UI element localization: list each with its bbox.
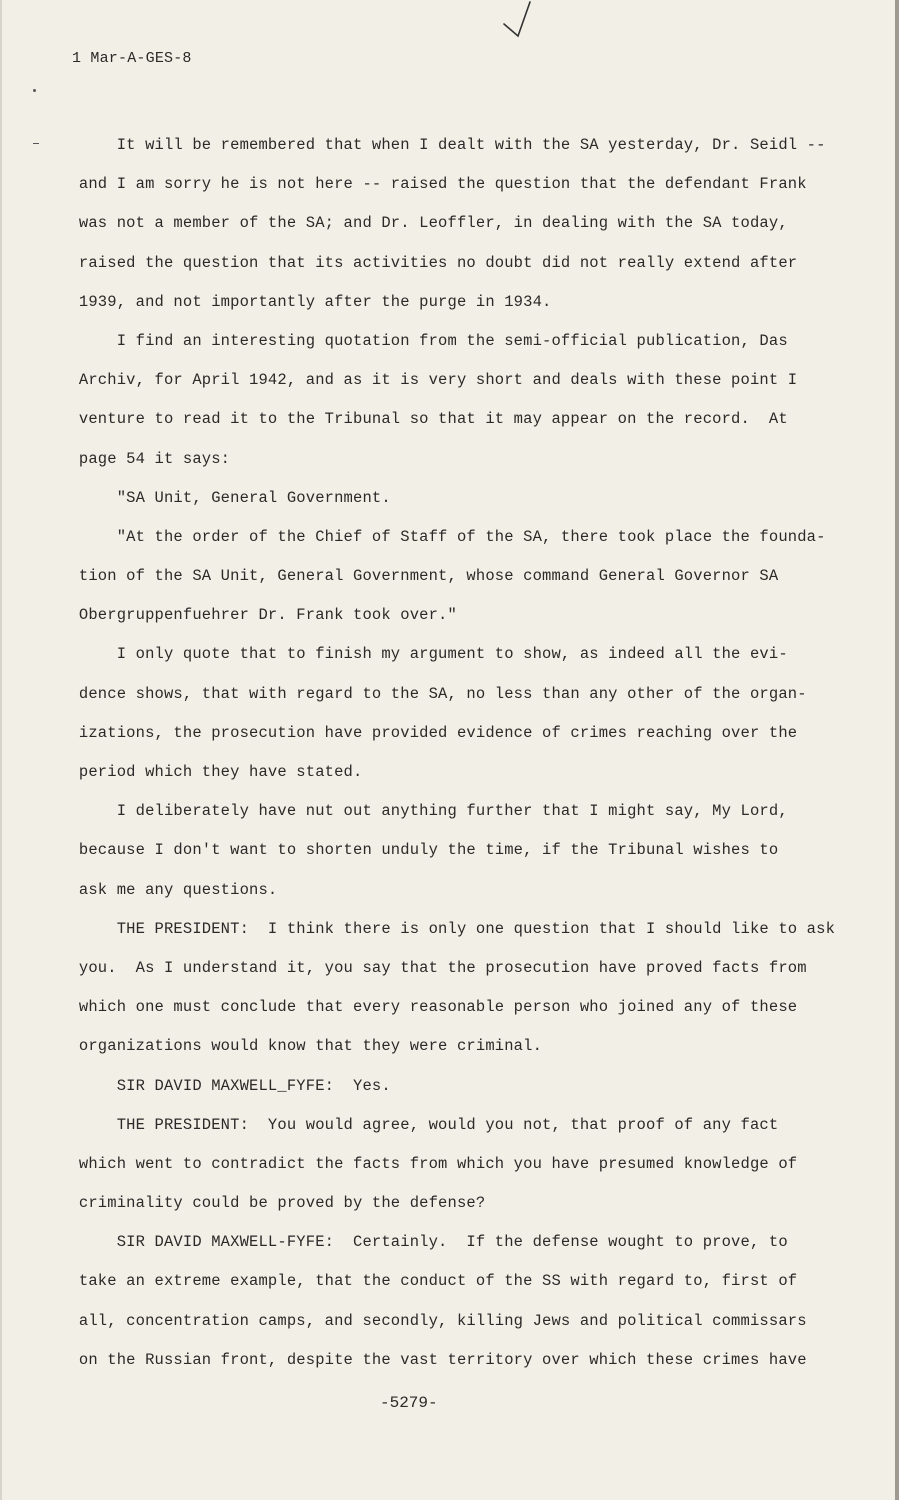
text-line: "SA Unit, General Government. — [60, 488, 391, 507]
text-line: izations, the prosecution have provided evidence of crimes reaching over the — [60, 723, 798, 742]
text-line: which went to contradict the facts from which you have presumed knowledge of — [60, 1154, 798, 1173]
text-line: "At the order of the Chief of Staff of the SA, there took place the founda- — [60, 527, 826, 546]
text-line: raised the question that its activities no doubt did not really extend after — [60, 253, 798, 272]
document-body — [60, 126, 850, 1380]
text-line: SIR DAVID MAXWELL_FYFE: Yes. — [60, 1076, 391, 1095]
text-line: Obergruppenfuehrer Dr. Frank took over." — [60, 606, 457, 625]
page-number: -5279- — [380, 1394, 438, 1412]
text-line: organizations would know that they were criminal. — [60, 1037, 543, 1056]
text-line: THE PRESIDENT: I think there is only one question that I should like to ask — [60, 919, 836, 938]
text-line: I deliberately have nut out anything further that I might say, My Lord, — [60, 802, 788, 821]
text-line: SIR DAVID MAXWELL-FYFE: Certainly. If the defense wought to prove, to — [60, 1233, 788, 1252]
text-line: 1939, and not importantly after the purge in 1934. — [60, 292, 552, 311]
text-line: and I am sorry he is not here -- raised the question that the defendant Frank — [60, 175, 807, 194]
text-line: page 54 it says: — [60, 449, 231, 468]
handwritten-check-mark — [500, 0, 540, 42]
page-right-edge — [895, 0, 899, 1500]
text-line: you. As I understand it, you say that the prosecution have proved facts from — [60, 958, 807, 977]
text-line: tion of the SA Unit, General Government, whose command General Governor SA — [60, 567, 779, 586]
text-line: criminality could be proved by the defense? — [60, 1194, 486, 1213]
text-line: Archiv, for April 1942, and as it is very short and deals with these point I — [60, 371, 798, 390]
text-line: all, concentration camps, and secondly, killing Jews and political commissars — [60, 1311, 807, 1330]
text-line: on the Russian front, despite the vast territory over which these crimes have — [60, 1350, 807, 1369]
text-line: I find an interesting quotation from the semi-official publication, Das — [60, 331, 788, 350]
text-line: period which they have stated. — [60, 763, 363, 781]
text-line: It will be remembered that when I dealt with the SA yesterday, Dr. Seidl -- — [60, 136, 826, 154]
text-line: was not a member of the SA; and Dr. Leoffler, in dealing with the SA today, — [60, 214, 788, 233]
stray-mark — [33, 143, 39, 144]
stray-mark — [33, 89, 36, 92]
text-line: take an extreme example, that the conduct of the SS with regard to, first of — [60, 1272, 798, 1291]
text-line: because I don't want to shorten unduly the time, if the Tribunal wishes to — [60, 841, 779, 860]
page-left-edge — [0, 0, 2, 1500]
text-line: dence shows, that with regard to the SA, no less than any other of the organ- — [60, 684, 807, 703]
text-line: I only quote that to finish my argument to show, as indeed all the evi- — [60, 645, 788, 664]
text-line: venture to read it to the Tribunal so that it may appear on the record. At — [60, 410, 788, 429]
document-id: 1 Mar-A-GES-8 — [72, 50, 192, 67]
text-line: which one must conclude that every reasonable person who joined any of these — [60, 998, 798, 1017]
text-line: ask me any questions. — [60, 880, 278, 899]
text-line: THE PRESIDENT: You would agree, would you not, that proof of any fact — [60, 1115, 779, 1134]
